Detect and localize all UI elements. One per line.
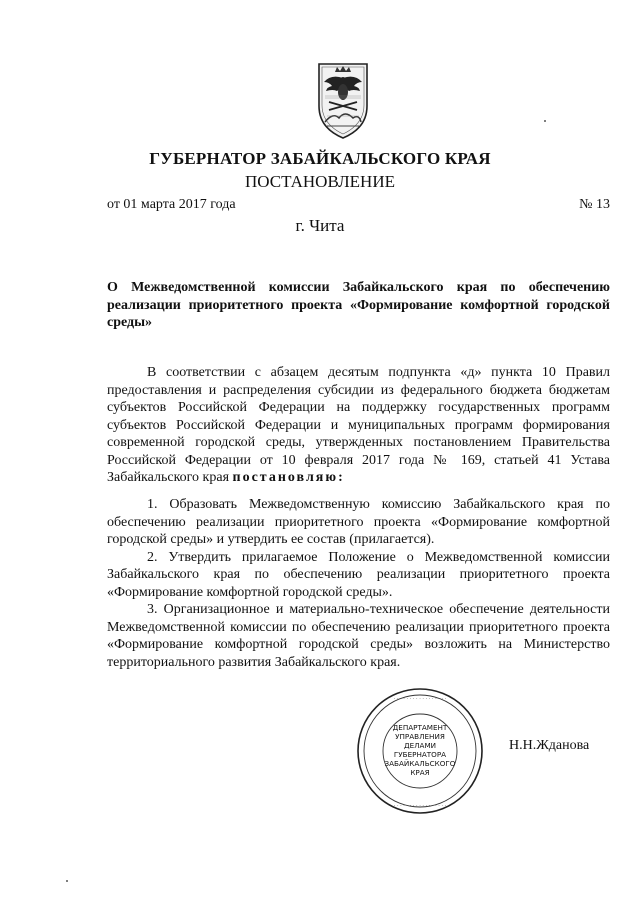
signer-name: Н.Н.Жданова bbox=[509, 738, 590, 753]
stamp-line: УПРАВЛЕНИЯ bbox=[395, 732, 445, 741]
stamp-line: ДЕЛАМИ bbox=[403, 741, 437, 750]
document-type: ПОСТАНОВЛЕНИЕ bbox=[244, 172, 395, 191]
resolution-item: 2. Утвердить прилагаемое Положение о Межведомственной комиссии Забайкальского края по обеспечению реализации приоритетного проекта «Формирование комфортной городской среды». bbox=[107, 549, 610, 600]
scan-speck bbox=[66, 880, 68, 882]
coat-of-arms-icon bbox=[315, 58, 371, 140]
resolution-item: 1. Образовать Межведомственную комиссию Забайкальского края по обеспечению реализации приоритетного проекта «Формирование комфортной городской среды» и утвердить ее состав (прилагается). bbox=[107, 497, 610, 547]
scan-speck bbox=[544, 120, 546, 122]
document-city: г. Чита bbox=[295, 216, 345, 235]
stamp-line: ГУБЕРНАТОРА bbox=[393, 750, 447, 759]
document-title: О Межведомственной комиссии Забайкальского края по обеспечению реализации приоритетного проекта «Формирование комфортной городской среды» bbox=[107, 280, 610, 330]
stamp-ring-mark: · · · · · · · · · · · · · · · · · bbox=[393, 803, 447, 809]
resolution-items bbox=[107, 496, 610, 671]
stamp-line: ДЕПАРТАМЕНТ bbox=[392, 723, 448, 732]
authority-title: ГУБЕРНАТОР ЗАБАЙКАЛЬСКОГО КРАЯ bbox=[149, 149, 491, 168]
official-stamp bbox=[355, 686, 485, 816]
document-date: от 01 марта 2017 года bbox=[107, 197, 236, 212]
document-number: № 13 bbox=[579, 197, 610, 212]
stamp-line: ЗАБАЙКАЛЬСКОГО bbox=[384, 759, 456, 768]
resolves-word: постановляю: bbox=[232, 470, 345, 485]
resolution-item: 3. Организационное и материально-техническое обеспечение деятельности Межведомственной комиссии по обеспечению реализации приоритетного проекта «Формирование комфортной городской среды» возложить на Министерство территориального развития Забайкальского края. bbox=[107, 602, 610, 670]
preamble-paragraph bbox=[107, 364, 610, 487]
stamp-line: КРАЯ bbox=[410, 768, 430, 777]
preamble-text: В соответствии с абзацем десятым подпункта «д» пункта 10 Правил предоставления и распределения субсидии из федерального бюджета бюджетам субъектов Российской Федерации на поддержку государственных программ субъектов Российской Федерации и муниципальных программ формирования современной городской среды, утвержденных постановлением Правительства Российской Федерации от 10 февраля 2017 года № 169, статьей 41 Устава Забайкальского края bbox=[107, 365, 610, 485]
stamp-ring-mark: · · · · · · · · · · · · · · · · · bbox=[393, 696, 447, 702]
